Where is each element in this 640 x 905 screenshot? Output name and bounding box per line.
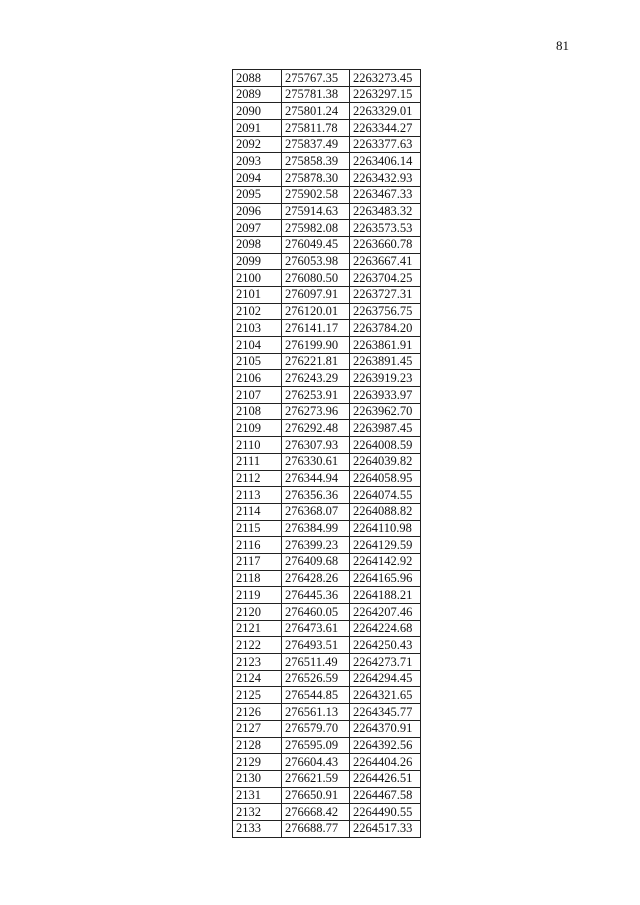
point-id-cell: 2104 (233, 337, 282, 354)
point-id-cell: 2100 (233, 270, 282, 287)
table-row (233, 487, 421, 504)
x-coordinate-cell: 276579.70 (282, 720, 350, 737)
x-coordinate-cell: 276368.07 (282, 503, 350, 520)
y-coordinate-cell: 2263406.14 (350, 153, 421, 170)
y-coordinate-cell: 2263329.01 (350, 103, 421, 120)
table-row (233, 103, 421, 120)
x-coordinate-cell: 276097.91 (282, 286, 350, 303)
y-coordinate-cell: 2264074.55 (350, 487, 421, 504)
x-coordinate-cell: 276621.59 (282, 770, 350, 787)
y-coordinate-cell: 2264392.56 (350, 737, 421, 754)
x-coordinate-cell: 276253.91 (282, 387, 350, 404)
table-row (233, 186, 421, 203)
point-id-cell: 2118 (233, 570, 282, 587)
x-coordinate-cell: 275781.38 (282, 86, 350, 103)
x-coordinate-cell: 275878.30 (282, 170, 350, 187)
x-coordinate-cell: 276561.13 (282, 704, 350, 721)
y-coordinate-cell: 2264129.59 (350, 537, 421, 554)
table-row (233, 453, 421, 470)
x-coordinate-cell: 276049.45 (282, 236, 350, 253)
y-coordinate-cell: 2263377.63 (350, 136, 421, 153)
y-coordinate-cell: 2263273.45 (350, 70, 421, 87)
point-id-cell: 2094 (233, 170, 282, 187)
point-id-cell: 2133 (233, 820, 282, 837)
point-id-cell: 2126 (233, 704, 282, 721)
table-row (233, 687, 421, 704)
y-coordinate-cell: 2263704.25 (350, 270, 421, 287)
y-coordinate-cell: 2264207.46 (350, 604, 421, 621)
y-coordinate-cell: 2263962.70 (350, 403, 421, 420)
table-row (233, 353, 421, 370)
x-coordinate-cell: 276292.48 (282, 420, 350, 437)
y-coordinate-cell: 2263467.33 (350, 186, 421, 203)
table-row (233, 120, 421, 137)
point-id-cell: 2112 (233, 470, 282, 487)
y-coordinate-cell: 2264250.43 (350, 637, 421, 654)
table-row (233, 337, 421, 354)
y-coordinate-cell: 2264467.58 (350, 787, 421, 804)
table-row (233, 704, 421, 721)
y-coordinate-cell: 2263756.75 (350, 303, 421, 320)
x-coordinate-cell: 275811.78 (282, 120, 350, 137)
point-id-cell: 2093 (233, 153, 282, 170)
x-coordinate-cell: 276384.99 (282, 520, 350, 537)
table-row (233, 136, 421, 153)
table-row (233, 86, 421, 103)
table-row (233, 236, 421, 253)
table-row (233, 503, 421, 520)
point-id-cell: 2119 (233, 587, 282, 604)
y-coordinate-cell: 2263660.78 (350, 236, 421, 253)
y-coordinate-cell: 2263483.32 (350, 203, 421, 220)
y-coordinate-cell: 2264426.51 (350, 770, 421, 787)
table-row (233, 787, 421, 804)
y-coordinate-cell: 2263861.91 (350, 337, 421, 354)
point-id-cell: 2095 (233, 186, 282, 203)
y-coordinate-cell: 2264294.45 (350, 670, 421, 687)
y-coordinate-cell: 2263344.27 (350, 120, 421, 137)
x-coordinate-cell: 275801.24 (282, 103, 350, 120)
x-coordinate-cell: 276243.29 (282, 370, 350, 387)
x-coordinate-cell: 276273.96 (282, 403, 350, 420)
point-id-cell: 2130 (233, 770, 282, 787)
table-row (233, 553, 421, 570)
y-coordinate-cell: 2263784.20 (350, 320, 421, 337)
x-coordinate-cell: 276604.43 (282, 754, 350, 771)
x-coordinate-cell: 276650.91 (282, 787, 350, 804)
table-row (233, 620, 421, 637)
y-coordinate-cell: 2264345.77 (350, 704, 421, 721)
table-row (233, 387, 421, 404)
point-id-cell: 2123 (233, 654, 282, 671)
point-id-cell: 2099 (233, 253, 282, 270)
x-coordinate-cell: 276399.23 (282, 537, 350, 554)
y-coordinate-cell: 2264404.26 (350, 754, 421, 771)
x-coordinate-cell: 276595.09 (282, 737, 350, 754)
table-row (233, 320, 421, 337)
point-id-cell: 2088 (233, 70, 282, 87)
y-coordinate-cell: 2264142.92 (350, 553, 421, 570)
x-coordinate-cell: 275902.58 (282, 186, 350, 203)
y-coordinate-cell: 2264008.59 (350, 437, 421, 454)
y-coordinate-cell: 2264321.65 (350, 687, 421, 704)
point-id-cell: 2110 (233, 437, 282, 454)
table-row (233, 720, 421, 737)
x-coordinate-cell: 276080.50 (282, 270, 350, 287)
x-coordinate-cell: 276344.94 (282, 470, 350, 487)
coordinate-table-body (233, 70, 421, 838)
table-row (233, 520, 421, 537)
y-coordinate-cell: 2263667.41 (350, 253, 421, 270)
x-coordinate-cell: 276120.01 (282, 303, 350, 320)
table-row (233, 570, 421, 587)
table-row (233, 203, 421, 220)
table-row (233, 437, 421, 454)
x-coordinate-cell: 276330.61 (282, 453, 350, 470)
point-id-cell: 2111 (233, 453, 282, 470)
x-coordinate-cell: 276445.36 (282, 587, 350, 604)
table-row (233, 70, 421, 87)
table-row (233, 670, 421, 687)
table-row (233, 253, 421, 270)
point-id-cell: 2105 (233, 353, 282, 370)
point-id-cell: 2102 (233, 303, 282, 320)
x-coordinate-cell: 276053.98 (282, 253, 350, 270)
table-row (233, 403, 421, 420)
x-coordinate-cell: 275837.49 (282, 136, 350, 153)
table-row (233, 654, 421, 671)
point-id-cell: 2096 (233, 203, 282, 220)
y-coordinate-cell: 2263573.53 (350, 220, 421, 237)
x-coordinate-cell: 276141.17 (282, 320, 350, 337)
table-row (233, 270, 421, 287)
point-id-cell: 2097 (233, 220, 282, 237)
table-row (233, 637, 421, 654)
x-coordinate-cell: 276221.81 (282, 353, 350, 370)
point-id-cell: 2113 (233, 487, 282, 504)
point-id-cell: 2091 (233, 120, 282, 137)
x-coordinate-cell: 276526.59 (282, 670, 350, 687)
point-id-cell: 2129 (233, 754, 282, 771)
point-id-cell: 2128 (233, 737, 282, 754)
point-id-cell: 2101 (233, 286, 282, 303)
y-coordinate-cell: 2263432.93 (350, 170, 421, 187)
point-id-cell: 2092 (233, 136, 282, 153)
point-id-cell: 2114 (233, 503, 282, 520)
y-coordinate-cell: 2264273.71 (350, 654, 421, 671)
y-coordinate-cell: 2264490.55 (350, 804, 421, 821)
table-row (233, 604, 421, 621)
table-row (233, 804, 421, 821)
point-id-cell: 2108 (233, 403, 282, 420)
point-id-cell: 2120 (233, 604, 282, 621)
table-row (233, 770, 421, 787)
x-coordinate-cell: 276473.61 (282, 620, 350, 637)
table-row (233, 286, 421, 303)
point-id-cell: 2131 (233, 787, 282, 804)
point-id-cell: 2127 (233, 720, 282, 737)
point-id-cell: 2109 (233, 420, 282, 437)
y-coordinate-cell: 2264224.68 (350, 620, 421, 637)
x-coordinate-cell: 276409.68 (282, 553, 350, 570)
point-id-cell: 2117 (233, 553, 282, 570)
point-id-cell: 2115 (233, 520, 282, 537)
point-id-cell: 2103 (233, 320, 282, 337)
y-coordinate-cell: 2264039.82 (350, 453, 421, 470)
y-coordinate-cell: 2263891.45 (350, 353, 421, 370)
table-row (233, 153, 421, 170)
table-row (233, 170, 421, 187)
x-coordinate-cell: 276428.26 (282, 570, 350, 587)
x-coordinate-cell: 276307.93 (282, 437, 350, 454)
x-coordinate-cell: 276668.42 (282, 804, 350, 821)
point-id-cell: 2132 (233, 804, 282, 821)
point-id-cell: 2090 (233, 103, 282, 120)
table-row (233, 737, 421, 754)
point-id-cell: 2122 (233, 637, 282, 654)
x-coordinate-cell: 276511.49 (282, 654, 350, 671)
y-coordinate-cell: 2264058.95 (350, 470, 421, 487)
x-coordinate-cell: 276199.90 (282, 337, 350, 354)
x-coordinate-cell: 276544.85 (282, 687, 350, 704)
page-number: 81 (556, 38, 569, 53)
point-id-cell: 2116 (233, 537, 282, 554)
y-coordinate-cell: 2263727.31 (350, 286, 421, 303)
x-coordinate-cell: 276493.51 (282, 637, 350, 654)
point-id-cell: 2098 (233, 236, 282, 253)
x-coordinate-cell: 275982.08 (282, 220, 350, 237)
table-row (233, 754, 421, 771)
y-coordinate-cell: 2264188.21 (350, 587, 421, 604)
coordinate-table (232, 69, 421, 838)
table-row (233, 470, 421, 487)
y-coordinate-cell: 2264088.82 (350, 503, 421, 520)
y-coordinate-cell: 2263987.45 (350, 420, 421, 437)
x-coordinate-cell: 275914.63 (282, 203, 350, 220)
table-row (233, 220, 421, 237)
point-id-cell: 2124 (233, 670, 282, 687)
table-row (233, 303, 421, 320)
y-coordinate-cell: 2264165.96 (350, 570, 421, 587)
point-id-cell: 2089 (233, 86, 282, 103)
table-row (233, 537, 421, 554)
point-id-cell: 2125 (233, 687, 282, 704)
x-coordinate-cell: 276460.05 (282, 604, 350, 621)
y-coordinate-cell: 2264110.98 (350, 520, 421, 537)
x-coordinate-cell: 275767.35 (282, 70, 350, 87)
point-id-cell: 2107 (233, 387, 282, 404)
y-coordinate-cell: 2263919.23 (350, 370, 421, 387)
table-row (233, 370, 421, 387)
table-row (233, 820, 421, 837)
point-id-cell: 2121 (233, 620, 282, 637)
y-coordinate-cell: 2263297.15 (350, 86, 421, 103)
point-id-cell: 2106 (233, 370, 282, 387)
x-coordinate-cell: 276356.36 (282, 487, 350, 504)
table-row (233, 587, 421, 604)
y-coordinate-cell: 2264370.91 (350, 720, 421, 737)
table-row (233, 420, 421, 437)
y-coordinate-cell: 2263933.97 (350, 387, 421, 404)
y-coordinate-cell: 2264517.33 (350, 820, 421, 837)
x-coordinate-cell: 275858.39 (282, 153, 350, 170)
x-coordinate-cell: 276688.77 (282, 820, 350, 837)
